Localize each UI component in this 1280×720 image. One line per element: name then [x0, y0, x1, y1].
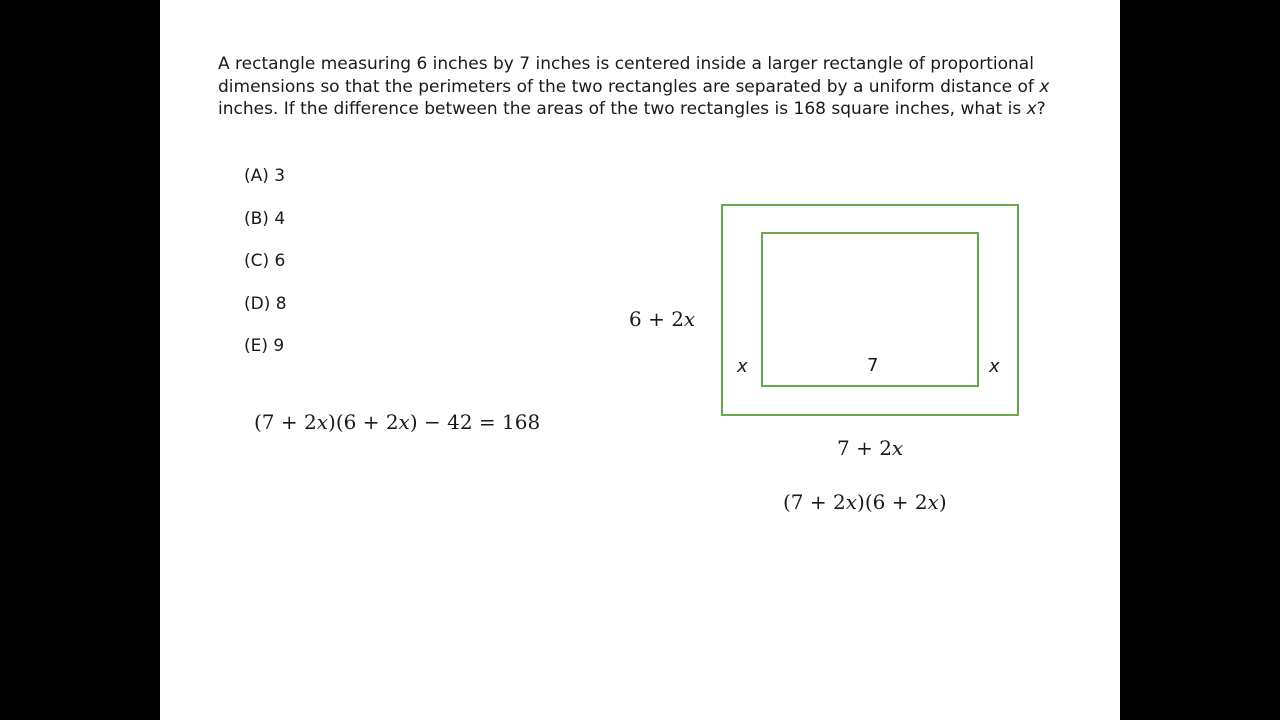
choice-e[interactable]: (E) 9	[244, 336, 285, 356]
choice-d[interactable]: (D) 8	[244, 293, 287, 314]
right-gap-label: x	[989, 356, 1000, 377]
question-text: A rectangle measuring 6 inches by 7 inches is centered inside a larger rectangle of proportional dimensions so that the perimeters of the two rectangles are separated by a uniform distance of x inches. If the difference between the areas of the two rectangles is 168 square inches, what is x?	[218, 54, 1050, 119]
answer-choices	[244, 165, 287, 378]
height-label: 6 + 2x	[629, 307, 696, 331]
area-difference-equation: (7 + 2x)(6 + 2x) − 42 = 168	[254, 410, 541, 434]
left-gap-label: x	[737, 356, 748, 377]
variable-x: x	[1039, 76, 1050, 97]
outer-width-label: 7 + 2x	[837, 436, 904, 460]
slide	[160, 0, 1120, 720]
inner-width-label: 7	[867, 355, 879, 376]
choice-a[interactable]: (A) 3	[244, 166, 286, 186]
choice-c[interactable]: (C) 6	[244, 251, 286, 271]
variable-x: x	[1026, 99, 1037, 119]
outer-area-expression: (7 + 2x)(6 + 2x)	[783, 490, 947, 514]
choice-b[interactable]: (B) 4	[244, 208, 286, 229]
